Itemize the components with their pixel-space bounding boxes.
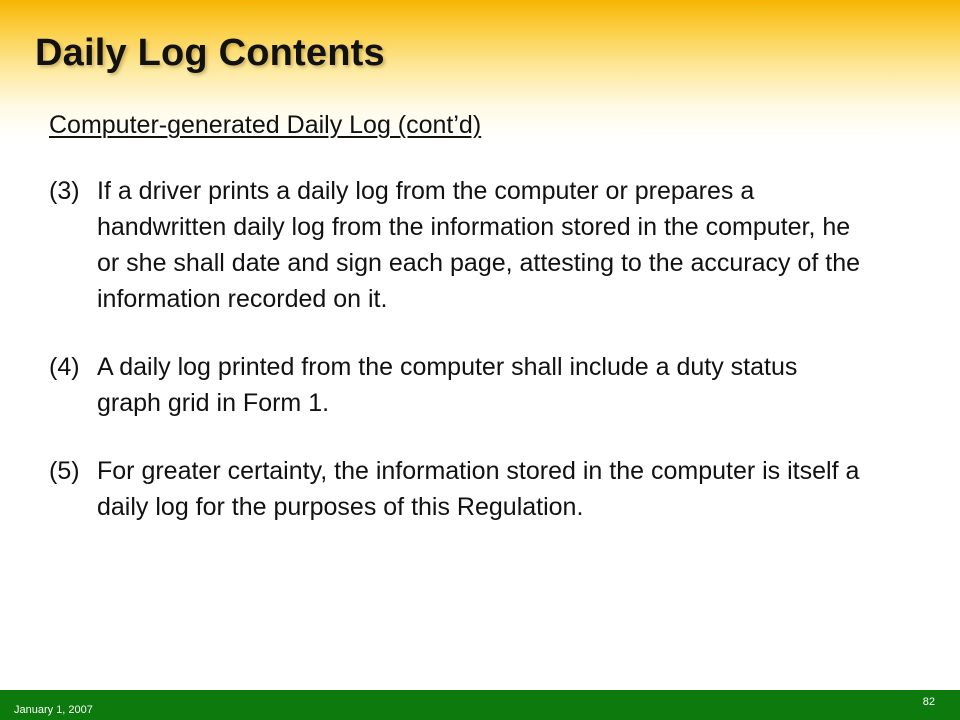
item-text: For greater certainty, the information stored in the computer is itself a daily log for the purposes of this Regulation. [97, 457, 860, 521]
footer-bar [0, 690, 960, 720]
item-text: A daily log printed from the computer shall include a duty status graph grid in Form 1. [97, 353, 798, 417]
page-number: 82 [922, 696, 935, 708]
list-item [49, 173, 889, 317]
item-text: If a driver prints a daily log from the computer or prepares a handwritten daily log from the information stored in the computer, he or she shall date and sign each page, attesting to the accuracy of the information recorded on it. [97, 177, 861, 313]
item-number: (3) [49, 177, 80, 205]
footer-date: January 1, 2007 [14, 704, 93, 716]
list-item [49, 453, 889, 525]
item-list [49, 173, 889, 557]
slide-title: Daily Log Contents [35, 32, 385, 74]
list-item [49, 349, 889, 421]
item-number: (5) [49, 457, 80, 485]
slide-subtitle: Computer-generated Daily Log (cont’d) [49, 111, 482, 139]
item-number: (4) [49, 353, 80, 381]
